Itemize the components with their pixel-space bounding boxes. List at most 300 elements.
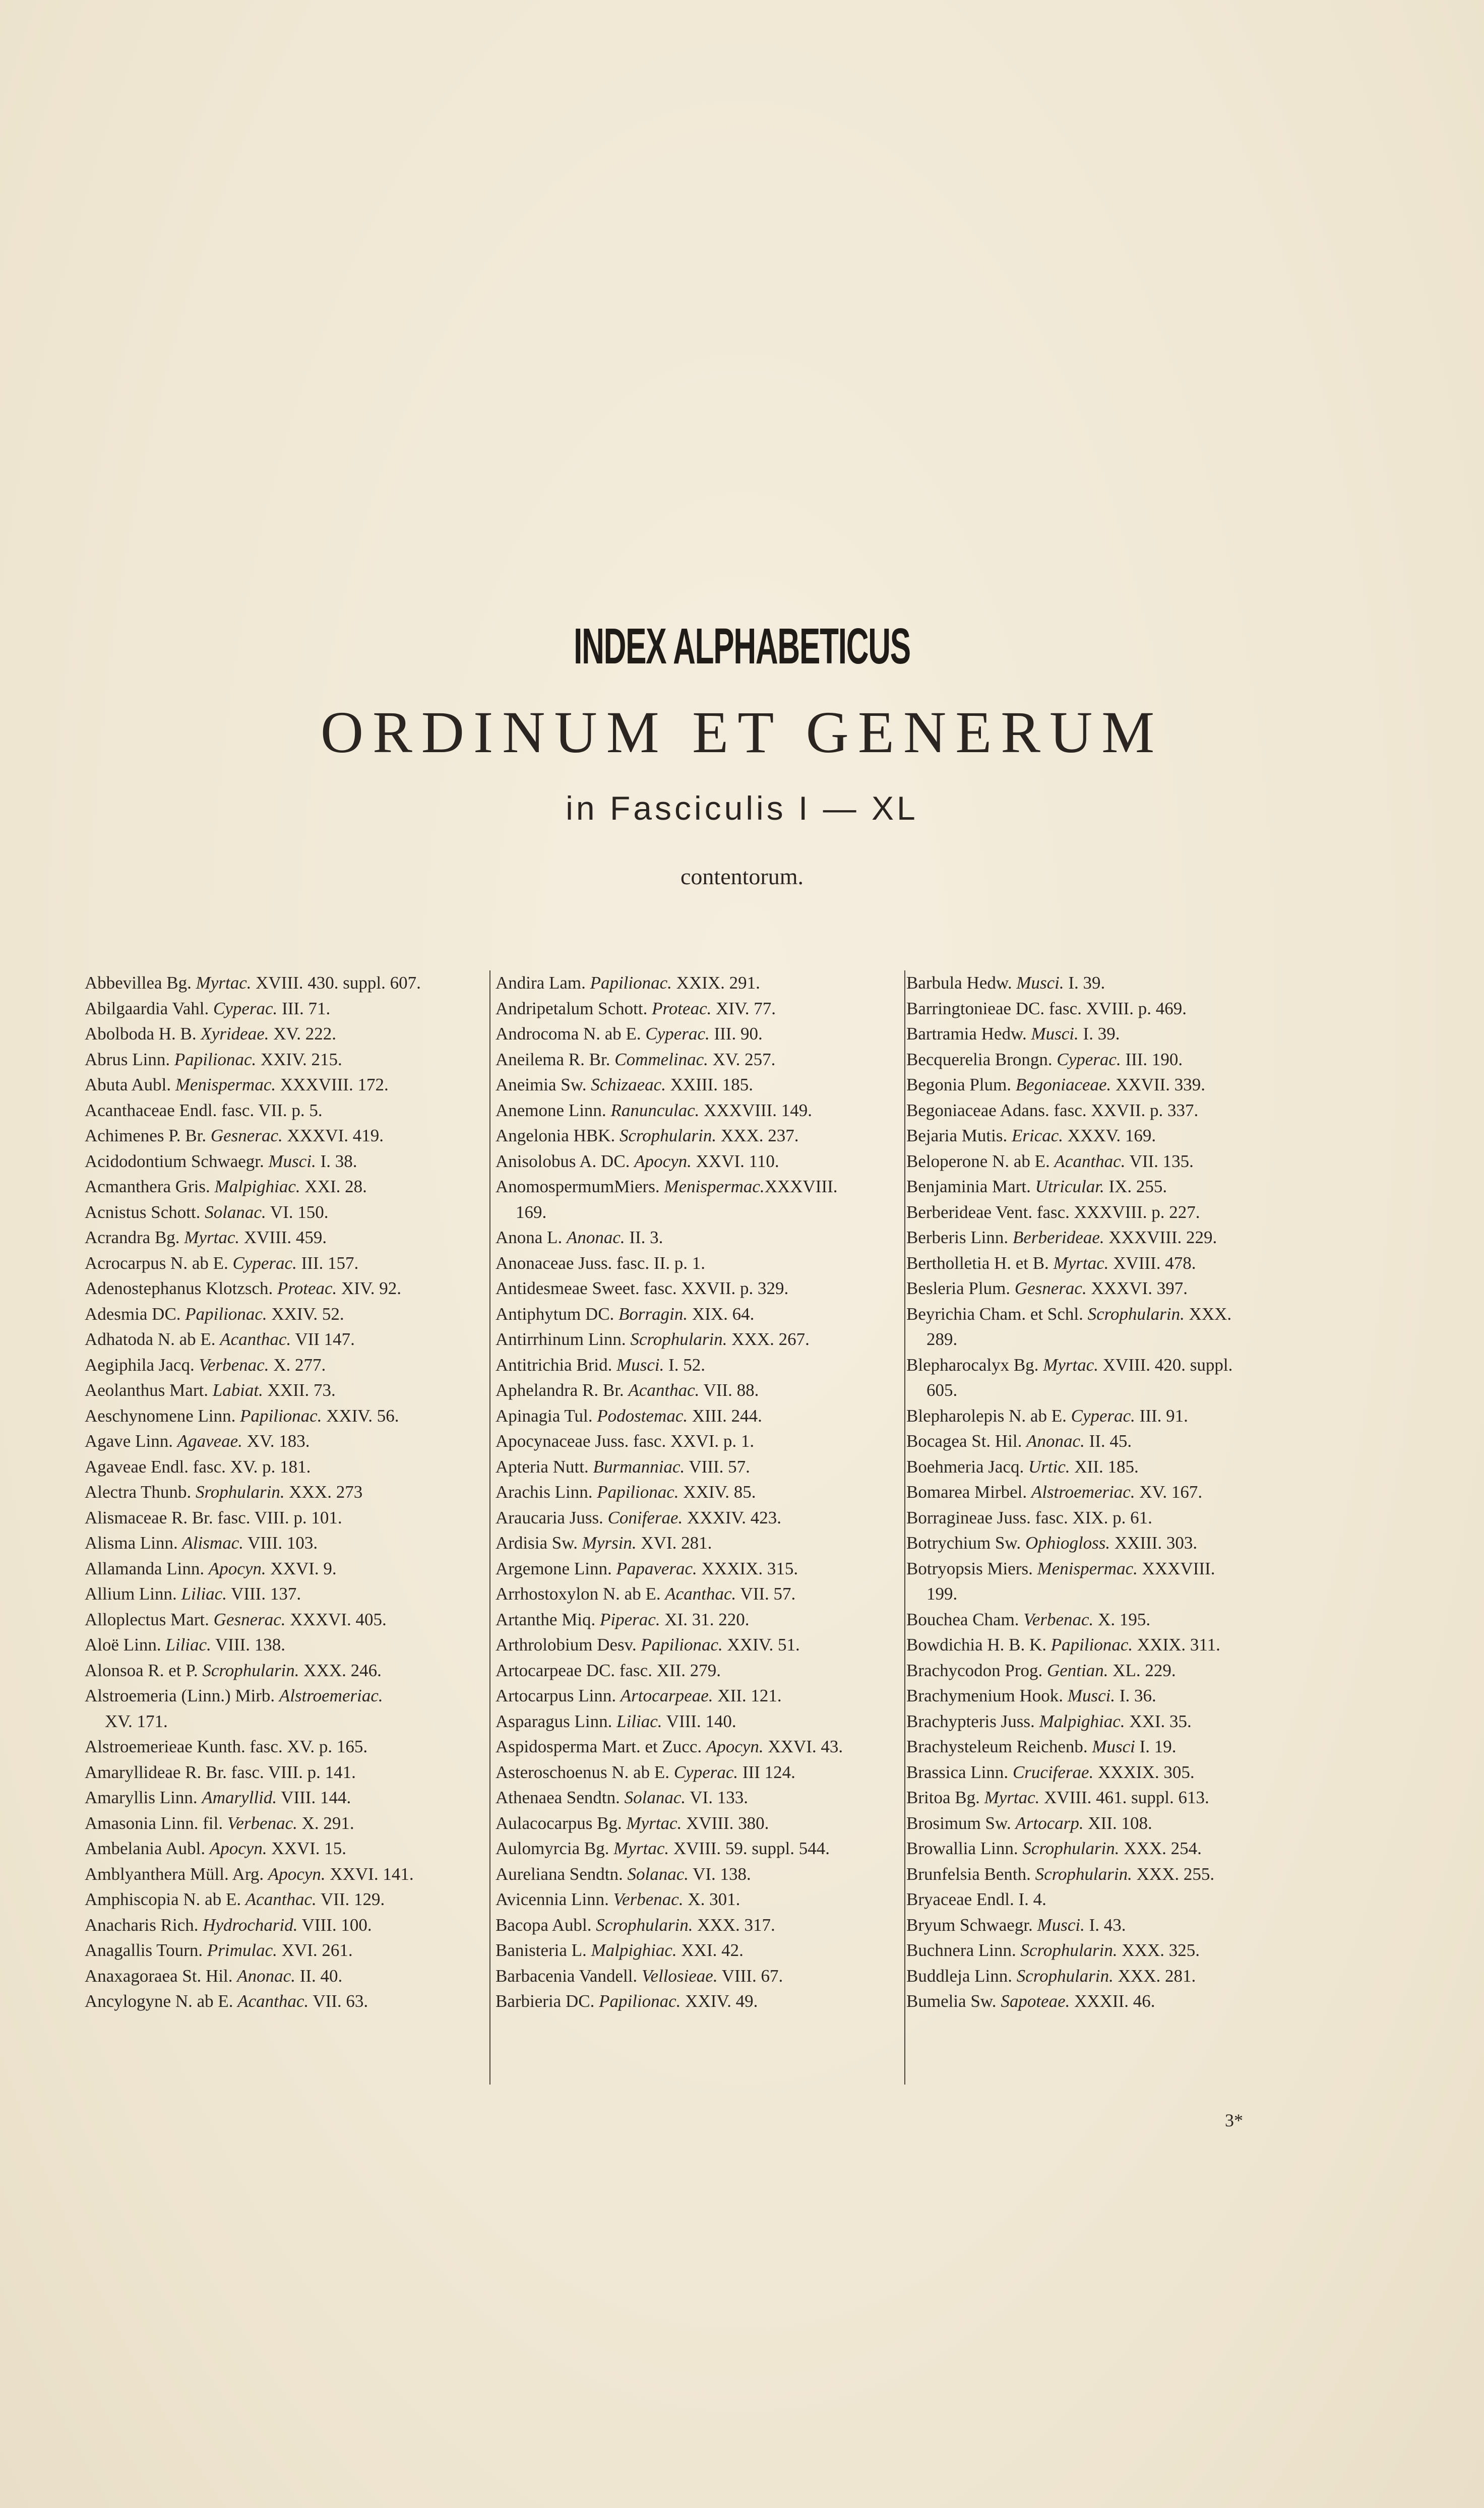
entry-family: Myrtac. [196,973,252,993]
entry-genus: AnomospermumMiers. [496,1177,664,1196]
entry-genus: Aneilema R. Br. [496,1049,615,1069]
entry-reference: XXXVIII. 229. [1104,1228,1217,1247]
entry-reference: VII. 57. [736,1584,796,1604]
entry-reference: XVIII. 478. [1108,1253,1196,1273]
index-entry [496,1174,909,1200]
entry-reference: III. 90. [709,1024,763,1044]
entry-family: Urtic. [1028,1456,1070,1477]
entry-reference: III. 157. [296,1253,359,1273]
entry-family: Papilionac. [1050,1635,1133,1655]
index-entry [85,1123,488,1149]
index-entry [85,1658,488,1684]
entry-family: Malpighiac. [1039,1711,1125,1731]
index-entry [906,1658,1320,1684]
index-entry [906,1989,1320,2014]
entry-genus: Aspidosperma Mart. et Zucc. [496,1737,706,1756]
index-entry [496,1785,909,1811]
entry-reference: VIII. 144. [277,1788,351,1807]
entry-reference: XXXVIII. [1137,1558,1215,1578]
entry-reference: XV. 183. [242,1431,310,1451]
entry-family: Anonac. [237,1966,295,1986]
index-entry [85,1683,488,1709]
entry-reference: XII. 185. [1070,1456,1139,1477]
index-column-3 [906,970,1320,2014]
entry-family: Gesnerac. [1014,1278,1087,1298]
entry-genus: Athenaea Sendtn. [496,1788,625,1807]
entry-reference: XIII. 244. [688,1405,762,1426]
index-entry [85,1225,488,1251]
entry-genus: Apteria Nutt. [496,1456,593,1477]
index-entry [496,1098,909,1124]
entry-genus: Browallia Linn. [906,1839,1023,1858]
title-index-alphabeticus: INDEX ALPHABETICUS [574,618,910,675]
entry-reference: II. 45. [1084,1431,1132,1451]
entry-genus: Barbula Hedw. [906,973,1017,993]
entry-family: Solanac. [627,1864,689,1884]
index-entry [85,1403,488,1429]
entry-genus: Aegiphila Jacq. [85,1355,199,1375]
entry-family: Vellosieae. [641,1966,718,1986]
entry-reference: XXIV. 215. [256,1049,342,1069]
index-entry [496,1658,909,1684]
entry-reference: VIII. 57. [685,1456,750,1477]
entry-genus: Antiphytum DC. [496,1304,619,1324]
entry-reference: XL. 229. [1108,1660,1176,1680]
entry-genus: Andripetalum Schott. [496,998,652,1018]
entry-reference: VIII. 140. [662,1711,736,1731]
entry-reference: I. 39. [1064,973,1105,993]
index-entry [496,1913,909,1938]
entry-family: Papaverac. [616,1558,697,1578]
index-entry [85,1480,488,1505]
entry-family: Musci. [1037,1915,1085,1935]
entry-family: Hydrocharid. [203,1915,298,1935]
index-entry [85,1327,488,1353]
entry-genus: Aureliana Sendtn. [496,1864,628,1884]
entry-genus: Bacopa Aubl. [496,1915,596,1935]
index-entry [906,1251,1320,1276]
entry-reference: XV. 257. [708,1049,776,1069]
entry-reference: XXX. 317. [693,1915,775,1935]
entry-reference: XXIV. 52. [267,1304,344,1324]
index-entry [85,1760,488,1786]
entry-family: Borragin. [619,1304,688,1324]
index-entry [906,1683,1320,1709]
entry-family: Musci [1092,1737,1135,1756]
entry-family: Menispermac. [664,1177,765,1196]
entry-family: Scrophularin. [1020,1940,1118,1960]
entry-genus: Alectra Thunb. [85,1482,196,1502]
entry-family: Liliac. [165,1635,211,1655]
title-in-fasciculis: in Fasciculis I — XL [566,789,918,827]
entry-family: Acanthac. [220,1329,291,1349]
entry-genus: 289. [926,1329,958,1349]
entry-reference: III 124. [738,1762,795,1782]
entry-reference: III. 71. [277,998,331,1018]
entry-family: Myrtac. [1043,1355,1099,1375]
entry-family: Apocyn. [208,1558,266,1578]
entry-family: Cyperac. [232,1253,297,1273]
entry-family: Coniferae. [607,1507,683,1527]
entry-genus: Brosimum Sw. [906,1813,1016,1833]
index-entry [906,1581,1320,1607]
entry-genus: Amblyanthera Müll. Arg. [85,1864,268,1884]
entry-reference: XXVI. 141. [325,1864,414,1884]
entry-genus: Bertholletia H. et B. [906,1253,1054,1273]
entry-reference: VI. 138. [688,1864,751,1884]
entry-family: Cruciferae. [1012,1762,1094,1782]
index-entry [496,1149,909,1175]
entry-reference: XXIV. 51. [722,1635,800,1655]
entry-genus: Apinagia Tul. [496,1405,597,1426]
entry-reference: XXIX. 291. [671,973,760,993]
entry-family: Apocyn. [634,1151,692,1171]
entry-reference: XXXVIII. [764,1177,838,1196]
entry-family: Cyperac. [1057,1049,1121,1069]
index-entry [906,1327,1320,1353]
entry-reference: X. 195. [1093,1609,1151,1629]
entry-reference: I. 19. [1135,1737,1177,1756]
index-entry [85,1913,488,1938]
index-entry [496,1683,909,1709]
index-entry [906,1836,1320,1862]
entry-genus: Begonia Plum. [906,1075,1016,1094]
entry-reference: XI. 31. 220. [660,1609,750,1629]
entry-genus: Botryopsis Miers. [906,1558,1037,1578]
entry-family: Burmanniac. [593,1456,685,1477]
index-entry [906,1353,1320,1378]
entry-reference: XXIII. 185. [665,1075,753,1094]
index-columns [85,970,1325,2110]
entry-genus: Angelonia HBK. [496,1126,620,1145]
entry-genus: Brassica Linn. [906,1762,1013,1782]
entry-genus: Bryaceae Endl. I. 4. [906,1889,1046,1909]
entry-reference: XXIII. 303. [1110,1533,1198,1553]
entry-reference: III. 190. [1121,1049,1183,1069]
entry-family: Acanthac. [628,1380,700,1400]
entry-reference: VII. 129. [316,1889,385,1909]
entry-family: Labiat. [212,1380,263,1400]
entry-family: Apocyn. [209,1839,267,1858]
index-entry [906,1734,1320,1760]
entry-reference: XV. 167. [1135,1482,1203,1502]
entry-genus: 605. [926,1380,958,1400]
entry-genus: Alloplectus Mart. [85,1609,214,1629]
entry-genus: Amaryllis Linn. [85,1788,202,1807]
index-entry [85,1429,488,1454]
index-entry [85,1811,488,1837]
entry-reference: I. 39. [1078,1024,1120,1044]
entry-reference: IX. 255. [1104,1177,1167,1196]
entry-genus: Bartramia Hedw. [906,1024,1031,1044]
entry-family: Papilionac. [174,1049,257,1069]
entry-family: Cyperac. [645,1024,710,1044]
entry-family: Srophularin. [195,1482,285,1502]
entry-genus: Anemone Linn. [496,1100,611,1120]
index-entry [496,1734,909,1760]
title-ordinum-et-generum: ORDINUM ET GENERUM [320,699,1164,765]
entry-genus: Alisma Linn. [85,1533,182,1553]
entry-genus: Berberideae Vent. fasc. XXXVIII. p. 227. [906,1202,1200,1222]
entry-family: Anonac. [566,1228,625,1247]
entry-genus: Aulomyrcia Bg. [496,1839,614,1858]
entry-family: Artocarpeae. [620,1686,713,1705]
entry-genus: Avicennia Linn. [496,1889,613,1909]
entry-reference: XIV. 77. [711,998,776,1018]
entry-genus: Agave Linn. [85,1431,177,1451]
index-entry [906,1225,1320,1251]
entry-genus: Alismaceae R. Br. fasc. VIII. p. 101. [85,1507,342,1527]
index-entry [496,1378,909,1403]
index-entry [906,1531,1320,1556]
entry-reference: VIII. 137. [226,1584,301,1604]
entry-reference: XXIV. 49. [681,1991,758,2011]
entry-genus: Abolboda H. B. [85,1024,201,1044]
entry-genus: Brachysteleum Reichenb. [906,1737,1092,1756]
entry-family: Begoniaceae. [1015,1075,1111,1094]
entry-genus: Britoa Bg. [906,1788,984,1807]
entry-genus: Begoniaceae Adans. fasc. XXVII. p. 337. [906,1100,1199,1120]
entry-family: Acanthac. [245,1889,317,1909]
index-entry [906,996,1320,1022]
entry-reference: XXXIX. 315. [697,1558,798,1578]
index-entry [496,1047,909,1073]
entry-family: Acanthac. [665,1584,736,1604]
index-entry [496,1505,909,1531]
entry-family: Malpighiac. [591,1940,677,1960]
entry-family: Musci. [1067,1686,1116,1705]
entry-family: Malpighiac. [214,1177,300,1196]
index-entry [496,1225,909,1251]
entry-reference: XV. 222. [269,1024,337,1044]
entry-genus: Alstroemeria (Linn.) Mirb. [85,1686,279,1705]
entry-family: Scrophularin. [619,1126,717,1145]
entry-reference: VII. 88. [699,1380,759,1400]
entry-reference: XXIV. 56. [322,1405,399,1426]
entry-reference: XXVI. 9. [266,1558,337,1578]
entry-reference: XIV. 92. [337,1278,401,1298]
entry-reference: XXIV. 85. [678,1482,756,1502]
index-entry [85,1581,488,1607]
index-entry [85,1989,488,2014]
entry-genus: Amphiscopia N. ab E. [85,1889,245,1909]
index-entry [906,1505,1320,1531]
entry-genus: Aphelandra R. Br. [496,1380,629,1400]
index-entry [85,1632,488,1658]
entry-genus: Allium Linn. [85,1584,181,1604]
entry-family: Amaryllid. [202,1788,277,1807]
entry-family: Gentian. [1046,1660,1108,1680]
index-entry [85,996,488,1022]
entry-family: Alismac. [182,1533,243,1553]
index-entry [906,1149,1320,1175]
index-entry [906,1021,1320,1047]
index-entry [496,1251,909,1276]
entry-reference: VIII. 67. [717,1966,783,1986]
index-entry [85,1531,488,1556]
entry-family: Cyperac. [213,998,278,1018]
entry-genus: Achimenes P. Br. [85,1126,211,1145]
index-entry [906,1174,1320,1200]
entry-genus: Anagallis Tourn. [85,1940,207,1960]
entry-family: Scrophularin. [202,1660,299,1680]
index-entry [906,1098,1320,1124]
entry-family: Verbenac. [227,1813,297,1833]
entry-reference: VIII. 100. [297,1915,372,1935]
entry-genus: Antirrhinum Linn. [496,1329,631,1349]
entry-reference: XXXV. 169. [1063,1126,1156,1145]
index-entry [496,1302,909,1327]
entry-family: Papilionac. [597,1482,679,1502]
entry-reference: XXX. 246. [299,1660,382,1680]
index-entry [906,1454,1320,1480]
entry-reference: I. 38. [316,1151,357,1171]
index-entry [496,970,909,996]
entry-genus: Asteroschoenus N. ab E. [496,1762,674,1782]
entry-family: Verbenac. [1023,1609,1094,1629]
index-entry [85,1353,488,1378]
entry-family: Myrtac. [626,1813,682,1833]
entry-reference: X. 291. [297,1813,354,1833]
entry-genus: Artocarpeae DC. fasc. XII. 279. [496,1660,721,1680]
entry-family: Ericac. [1012,1126,1064,1145]
entry-family: Ophiogloss. [1025,1533,1110,1553]
index-entry [906,1072,1320,1098]
entry-family: Acanthac. [1054,1151,1126,1171]
entry-family: Papilionac. [185,1304,267,1324]
entry-genus: Acanthaceae Endl. fasc. VII. p. 5. [85,1100,323,1120]
entry-genus: Banisteria L. [496,1940,591,1960]
entry-genus: Acmanthera Gris. [85,1177,215,1196]
index-entry [906,1480,1320,1505]
entry-reference: VIII. 138. [211,1635,285,1655]
entry-reference: XXXVI. 419. [282,1126,384,1145]
entry-genus: Bryum Schwaegr. [906,1915,1037,1935]
column-divider-2 [904,970,905,2085]
entry-genus: Bumelia Sw. [906,1991,1001,2011]
entry-reference: VII. 63. [308,1991,368,2011]
entry-reference: XXXVI. 405. [285,1609,387,1629]
entry-reference: XVI. 261. [277,1940,353,1960]
index-entry [496,1531,909,1556]
index-entry [85,970,488,996]
entry-reference: XVIII. 430. suppl. 607. [251,973,421,993]
entry-reference: XXX. 267. [727,1329,810,1349]
index-entry [906,1378,1320,1403]
index-entry [906,1862,1320,1887]
entry-genus: Abrus Linn. [85,1049,174,1069]
index-entry [906,1429,1320,1454]
entry-genus: Adenostephanus Klotzsch. [85,1278,278,1298]
entry-family: Musci. [1031,1024,1079,1044]
entry-reference: XXI. 28. [300,1177,367,1196]
entry-genus: Anisolobus A. DC. [496,1151,635,1171]
index-entry [85,1276,488,1302]
entry-genus: Barbieria DC. [496,1991,599,2011]
entry-genus: Bomarea Mirbel. [906,1482,1031,1502]
entry-reference: XXX. 273 [284,1482,363,1502]
entry-family: Acanthac. [237,1991,309,2011]
entry-family: Menispermac. [1037,1558,1138,1578]
index-entry [85,1454,488,1480]
entry-family: Podostemac. [597,1405,688,1426]
index-entry [496,1607,909,1633]
entry-family: Berberideae. [1012,1228,1104,1247]
entry-reference: I. 43. [1084,1915,1126,1935]
index-entry [496,1021,909,1047]
entry-family: Anonac. [1026,1431,1085,1451]
entry-genus: Berberis Linn. [906,1228,1013,1247]
entry-genus: Amaryllideae R. Br. fasc. VIII. p. 141. [85,1762,356,1782]
index-entry [85,1505,488,1531]
index-entry [496,1072,909,1098]
entry-family: Alstroemeriac. [1031,1482,1135,1502]
entry-family: Artocarp. [1015,1813,1084,1833]
entry-reference: VI. 150. [266,1202,329,1222]
entry-genus: Acnistus Schott. [85,1202,205,1222]
entry-reference: XVIII. 461. suppl. 613. [1039,1788,1209,1807]
entry-family: Scrophularin. [1016,1966,1114,1986]
entry-genus: Abuta Aubl. [85,1075,175,1094]
entry-reference: III. 91. [1135,1405,1188,1426]
entry-family: Apocyn. [706,1737,764,1756]
entry-family: Scrophularin. [1035,1864,1132,1884]
entry-genus: Blepharolepis N. ab E. [906,1405,1071,1426]
entry-genus: Acrandra Bg. [85,1228,184,1247]
entry-genus: Barringtonieae DC. fasc. XVIII. p. 469. [906,998,1187,1018]
entry-genus: XV. 171. [105,1711,168,1731]
index-entry [496,1887,909,1913]
entry-genus: Anaxagoraea St. Hil. [85,1966,237,1986]
entry-genus: Borragineae Juss. fasc. XIX. p. 61. [906,1507,1152,1527]
entry-reference: XXX. 254. [1119,1839,1202,1858]
entry-genus: 199. [926,1584,958,1604]
entry-genus: Abbevillea Bg. [85,973,196,993]
entry-genus: Allamanda Linn. [85,1558,209,1578]
entry-genus: Andira Lam. [496,973,590,993]
entry-genus: Arachis Linn. [496,1482,597,1502]
entry-genus: Ardisia Sw. [496,1533,582,1553]
entry-genus: Argemone Linn. [496,1558,616,1578]
index-entry [906,1556,1320,1582]
index-entry [906,1811,1320,1837]
entry-genus: Abilgaardia Vahl. [85,998,213,1018]
entry-genus: Aeschynomene Linn. [85,1405,240,1426]
entry-family: Scrophularin. [1087,1304,1185,1324]
entry-family: Ranunculac. [610,1100,700,1120]
index-entry [85,1098,488,1124]
index-entry [496,1276,909,1302]
index-entry [496,1454,909,1480]
entry-family: Verbenac. [199,1355,269,1375]
entry-reference: XXVI. 43. [763,1737,843,1756]
entry-family: Proteac. [277,1278,337,1298]
entry-reference: XXI. 35. [1125,1711,1192,1731]
entry-family: Papilionac. [641,1635,723,1655]
entry-family: Verbenac. [613,1889,684,1909]
entry-family: Scrophularin. [1022,1839,1120,1858]
entry-genus: Beyrichia Cham. et Schl. [906,1304,1088,1324]
index-entry [906,1276,1320,1302]
entry-genus: Blepharocalyx Bg. [906,1355,1043,1375]
entry-reference: XXX. [1184,1304,1232,1324]
index-entry [85,1174,488,1200]
index-entry [496,1327,909,1353]
index-entry [496,1709,909,1735]
index-entry [85,1887,488,1913]
entry-genus: Araucaria Juss. [496,1507,608,1527]
entry-reference: XXVI. 15. [267,1839,347,1858]
